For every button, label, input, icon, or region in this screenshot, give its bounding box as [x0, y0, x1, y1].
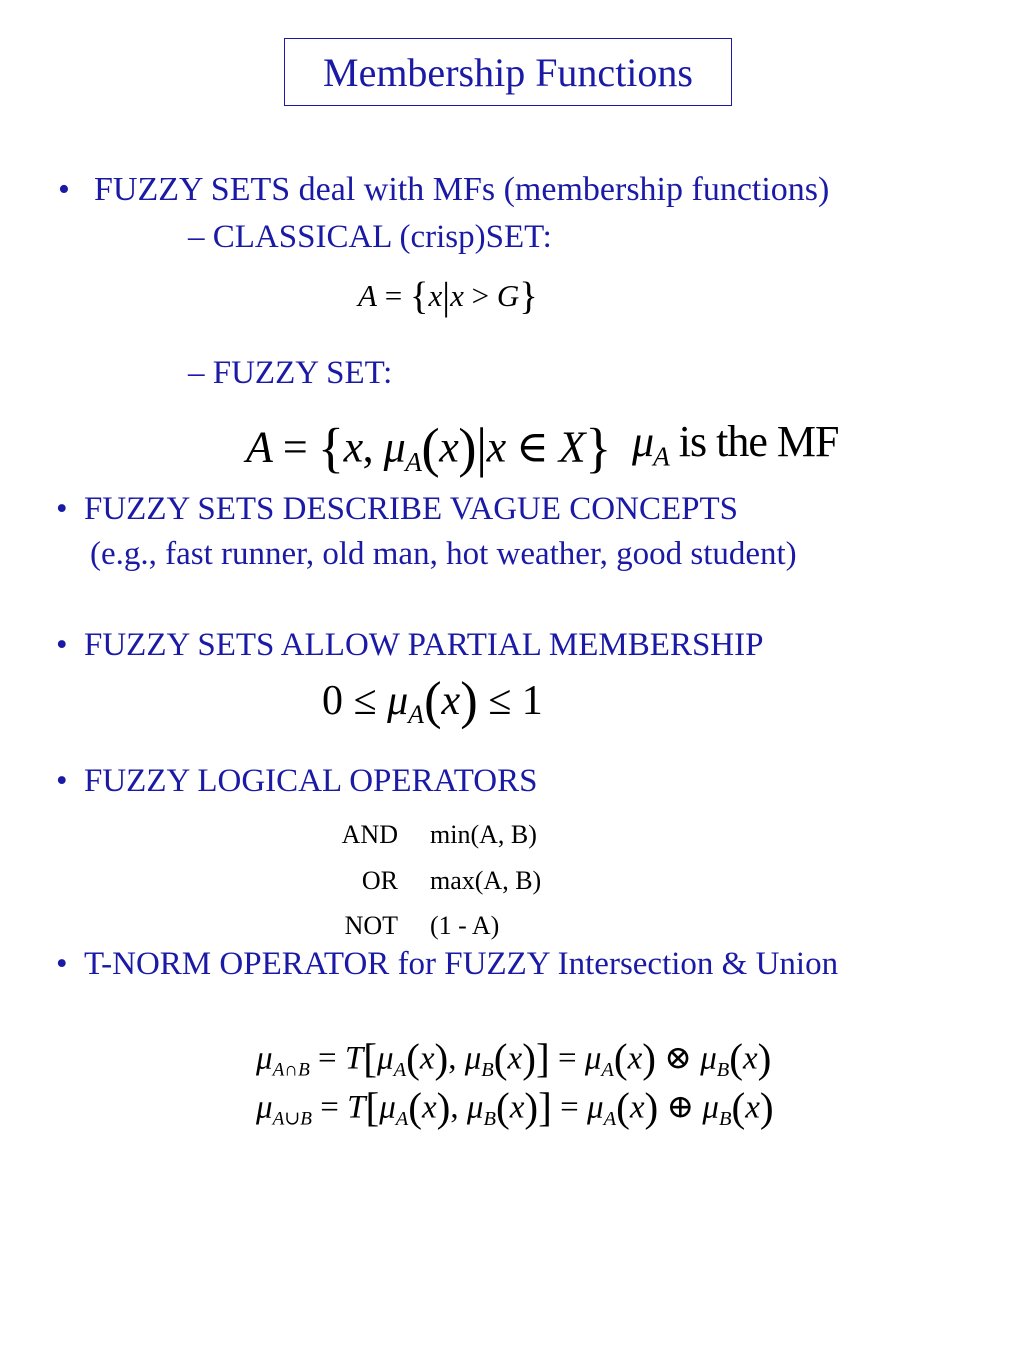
page-title: Membership Functions: [284, 38, 732, 106]
bullet-dot: •: [56, 946, 68, 982]
bullet-dot: •: [56, 627, 68, 663]
bullet-dot: •: [58, 171, 70, 208]
mf-note: $\mu_A$ is the MF: [632, 417, 839, 472]
bullet-dot: •: [56, 491, 68, 527]
classical-set-equation: A = {x|x > G}: [358, 275, 538, 318]
vague-concepts-examples: (e.g., fast runner, old man, hot weather, good student): [90, 536, 797, 572]
operator-expr-not: (1 - A): [430, 911, 500, 940]
bullet-t-norm: T-NORM OPERATOR for FUZZY Intersection & Union: [84, 946, 839, 982]
operator-name-not: NOT: [344, 911, 398, 940]
sub-classical-set: – CLASSICAL (crisp)SET:: [188, 219, 552, 255]
operator-expr-or: max(A, B): [430, 866, 542, 895]
operator-name-and: AND: [341, 820, 398, 849]
bullet-logical-operators: FUZZY LOGICAL OPERATORS: [84, 763, 538, 799]
operator-expr-and: min(A, B): [430, 820, 537, 849]
bullet-vague-concepts: FUZZY SETS DESCRIBE VAGUE CONCEPTS: [84, 491, 738, 527]
bullet-partial-membership: FUZZY SETS ALLOW PARTIAL MEMBERSHIP: [84, 627, 764, 663]
sub-fuzzy-set: – FUZZY SET:: [188, 355, 393, 391]
t-norm-intersection-equation: $\mu_{A\cap B} = T[\mu_A(x)$, $\mu_B(x)] = \mu_A(x)$ ⊗ $\mu_B(x)$: [256, 1035, 772, 1081]
operator-name-or: OR: [361, 866, 398, 895]
t-norm-union-equation: $\mu_{A\cup B} = T[\mu_A(x)$, $\mu_B(x)] = \mu_A(x)$ ⊕ $\mu_B(x)$: [256, 1084, 774, 1130]
fuzzy-set-equation: A = {x, $\mu_A(x)|x$ ∈ X}: [246, 417, 612, 478]
bullet-fuzzy-sets-mfs: FUZZY SETS deal with MFs (membership functions): [94, 171, 830, 208]
mf-note-text: is the MF: [678, 417, 839, 466]
bullet-dot: •: [56, 763, 68, 799]
partial-membership-equation: $0 \le \mu_A(x) \le 1$: [322, 672, 543, 730]
